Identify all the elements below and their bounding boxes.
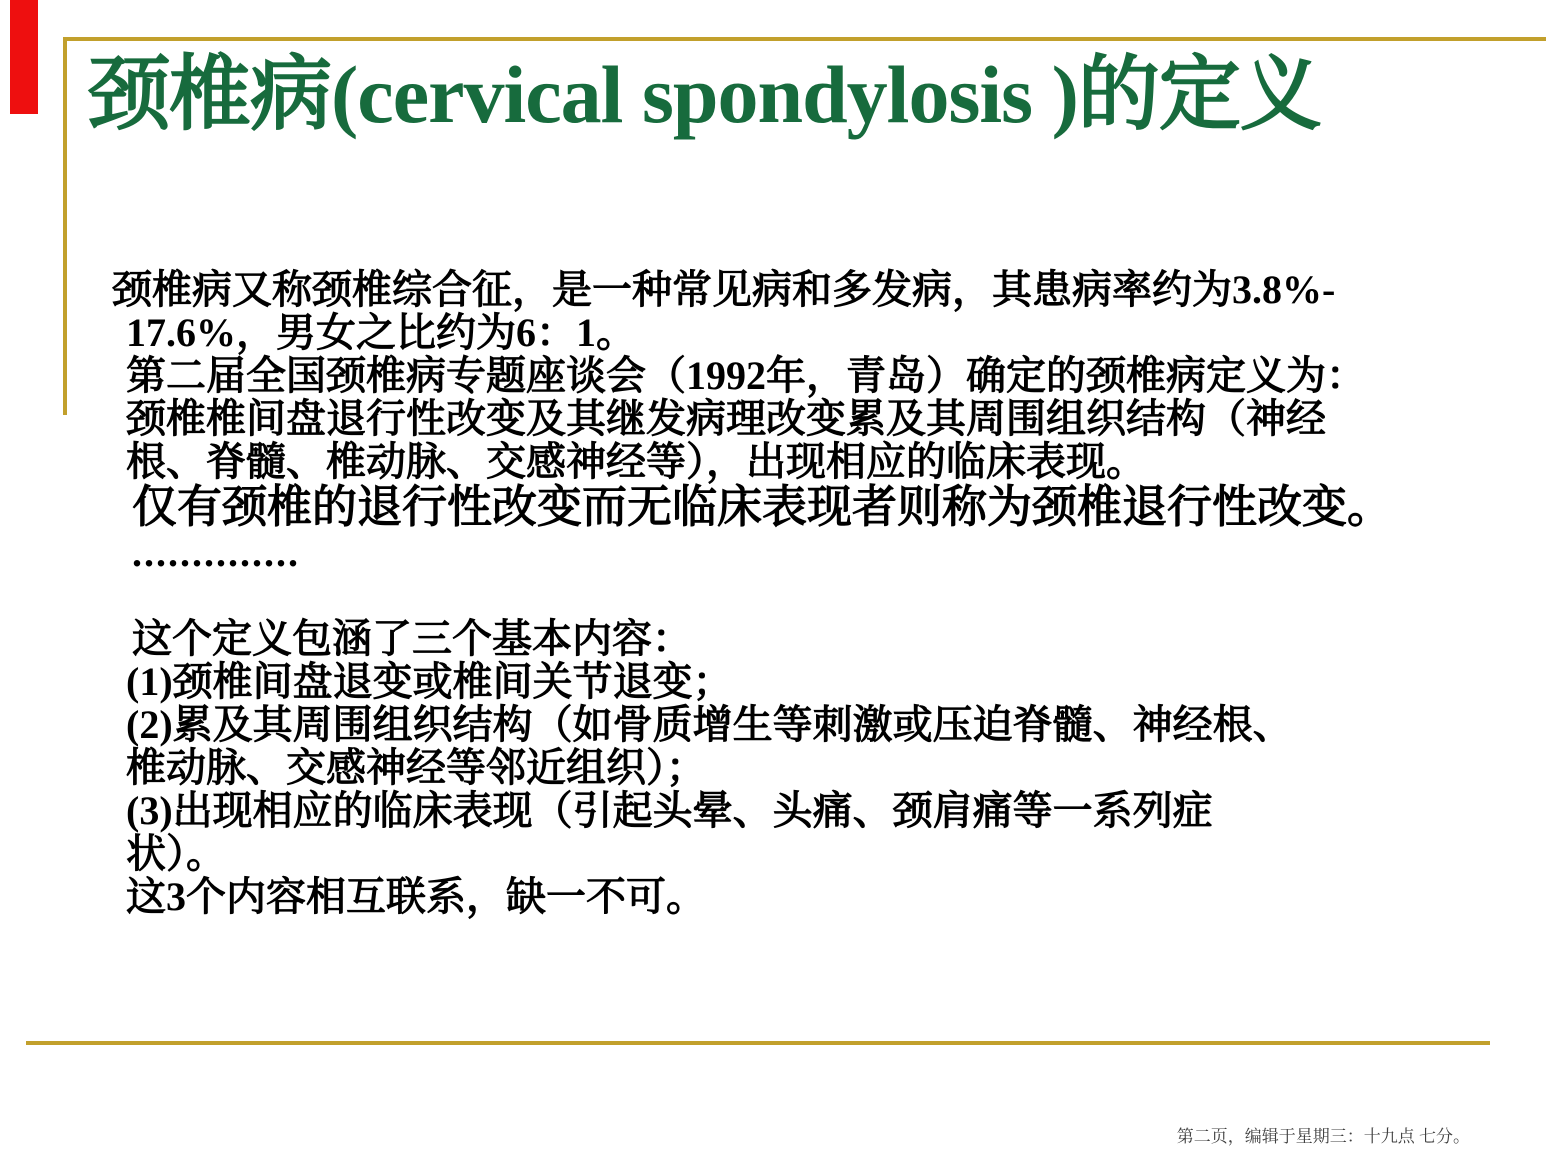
body-line: (2)累及其周围组织结构（如骨质增生等刺激或压迫脊髓、神经根、	[126, 702, 1293, 747]
body-line: (1)颈椎间盘退变或椎间关节退变；	[126, 659, 733, 704]
body-line: 根、脊髓、椎动脉、交感神经等），出现相应的临床表现。	[126, 439, 1146, 484]
body-line: 颈椎椎间盘退行性改变及其继发病理改变累及其周围组织结构（神经	[126, 396, 1326, 441]
bottom-rule	[26, 1041, 1490, 1045]
body-line: 状）。	[126, 831, 226, 876]
title-top-rule	[63, 37, 1546, 41]
footer-page-info: 第二页，编辑于星期三：十九点 七分。	[1176, 1127, 1470, 1146]
body-line: 第二届全国颈椎病专题座谈会（1992年，青岛）确定的颈椎病定义为：	[126, 353, 1366, 398]
body-text-block	[112, 268, 1472, 918]
red-accent-bar	[10, 0, 38, 114]
body-line: 这3个内容相互联系，缺一不可。	[126, 874, 706, 919]
body-line: 椎动脉、交感神经等邻近组织）；	[126, 745, 706, 790]
body-line: 这个定义包涵了三个基本内容：	[132, 616, 692, 661]
body-line: 颈椎病又称颈椎综合征，是一种常见病和多发病，其患病率约为3.8%-	[112, 267, 1336, 312]
slide-title: 颈椎病(cervical spondylosis )的定义	[88, 49, 1321, 140]
body-line: 仅有颈椎的退行性改变而无临床表现者则称为颈椎退行性改变。	[132, 482, 1393, 532]
body-line: (3)出现相应的临床表现（引起头晕、头痛、颈肩痛等一系列症	[126, 788, 1213, 833]
body-line: ..............	[132, 530, 300, 575]
body-line: 17.6%，男女之比约为6：1。	[126, 310, 636, 355]
title-left-rule	[63, 37, 67, 415]
body-line-blank	[112, 574, 1472, 617]
